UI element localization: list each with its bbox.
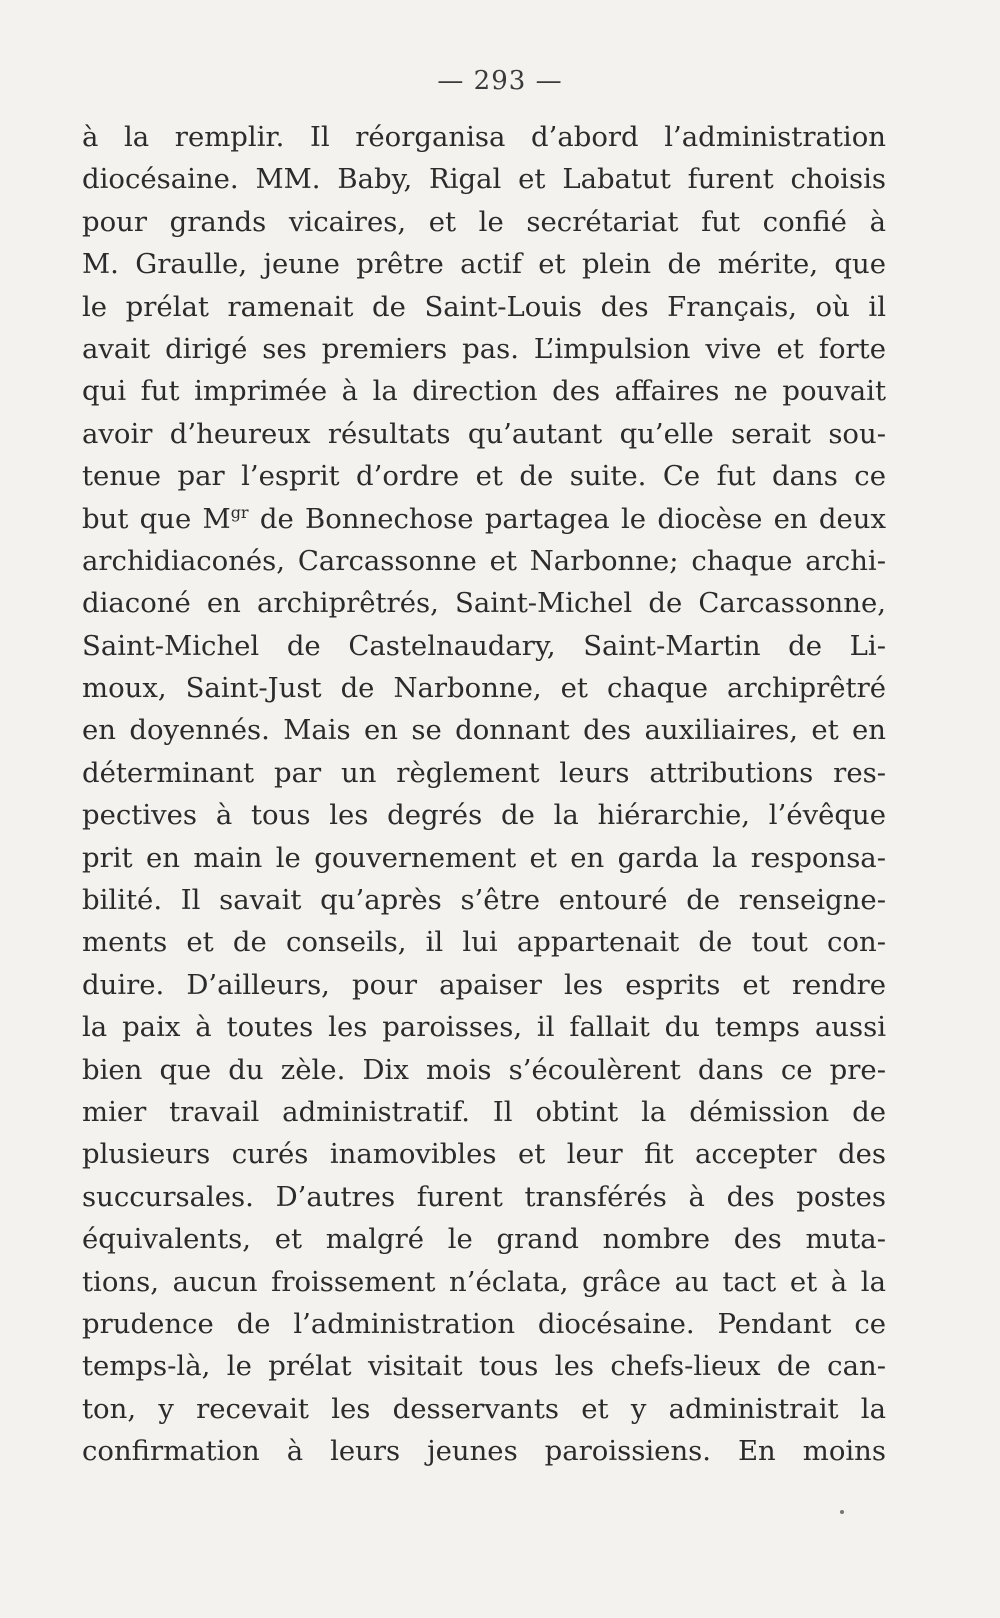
text-line: déterminant par un règlement leurs attributions res- — [82, 756, 886, 789]
text-line: avoir d’heureux résultats qu’autant qu’elle serait sou- — [82, 417, 886, 450]
text-line: qui fut imprimée à la direction des affaires ne pouvait — [82, 375, 886, 408]
text-line: confirmation à leurs jeunes paroissiens. En moins — [82, 1435, 886, 1468]
text-line: M. Graulle, jeune prêtre actif et plein de mérite, que — [82, 248, 886, 281]
text-line: le prélat ramenait de Saint-Louis des Français, où il — [82, 290, 886, 323]
text-line: prit en main le gouvernement et en garda la responsa- — [82, 841, 886, 874]
text-line: ments et de conseils, il lui appartenait de tout con- — [82, 926, 886, 959]
monseigneur-superscript: gr — [230, 502, 249, 522]
text-line: succursales. D’autres furent transférés à des postes — [82, 1180, 886, 1213]
text-line: pectives à tous les degrés de la hiérarchie, l’évêque — [82, 799, 886, 832]
text-line: ton, y recevait les desservants et y administrait la — [82, 1392, 886, 1425]
text-line: diaconé en archiprêtrés, Saint-Michel de Carcassonne, — [82, 587, 886, 620]
text-line-before-sup: but que M — [82, 502, 231, 535]
text-line: tions, aucun froissement n’éclata, grâce au tact et à la — [82, 1265, 886, 1298]
text-line: équivalents, et malgré le grand nombre des muta- — [82, 1223, 886, 1256]
text-line: tenue par l’esprit d’ordre et de suite. Ce fut dans ce — [82, 460, 886, 493]
page-number: — 293 — — [437, 66, 563, 96]
ink-speck — [840, 1510, 844, 1514]
text-line-after-sup: de Bonnechose partagea le diocèse en deux — [248, 502, 886, 535]
text-line: avait dirigé ses premiers pas. L’impulsion vive et forte — [82, 332, 886, 365]
text-line: moux, Saint-Just de Narbonne, et chaque archiprêtré — [82, 672, 886, 705]
text-line: en doyennés. Mais en se donnant des auxiliaires, et en — [82, 714, 886, 747]
text-line: duire. D’ailleurs, pour apaiser les esprits et rendre — [82, 968, 886, 1001]
body-text — [82, 116, 886, 1473]
text-line: à la remplir. Il réorganisa d’abord l’administration — [82, 121, 886, 153]
text-line: bien que du zèle. Dix mois s’écoulèrent dans ce pre- — [82, 1053, 886, 1086]
text-line: temps-là, le prélat visitait tous les chefs-lieux de can- — [82, 1350, 886, 1383]
text-line: la paix à toutes les paroisses, il fallait du temps aussi — [82, 1011, 886, 1044]
text-line: mier travail administratif. Il obtint la démission de — [82, 1095, 886, 1128]
text-line: plusieurs curés inamovibles et leur fit accepter des — [82, 1138, 886, 1171]
text-line: bilité. Il savait qu’après s’être entouré de renseigne- — [82, 884, 886, 917]
text-line-superscript — [82, 498, 886, 540]
text-line: archidiaconés, Carcassonne et Narbonne; chaque archi- — [82, 544, 886, 577]
text-line: prudence de l’administration diocésaine. Pendant ce — [82, 1307, 886, 1340]
text-line: Saint-Michel de Castelnaudary, Saint-Martin de Li- — [82, 629, 886, 662]
text-line: diocésaine. MM. Baby, Rigal et Labatut furent choisis — [82, 163, 886, 196]
text-line: pour grands vicaires, et le secrétariat fut confié à — [82, 205, 886, 238]
